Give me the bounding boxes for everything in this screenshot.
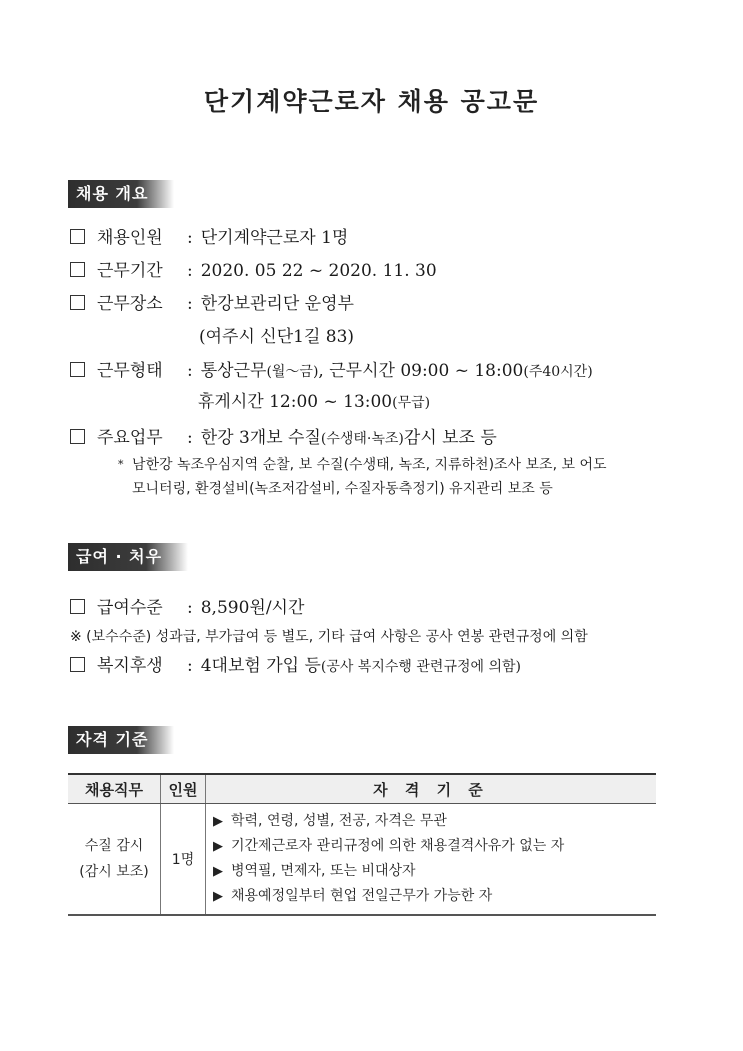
header-criteria: 자 격 기 준 [206, 774, 657, 804]
criteria-cell [206, 804, 657, 916]
duty-detail-line2: 모니터링, 환경설비(녹조저감설비, 수질자동측정기) 유지관리 보조 등 [132, 481, 553, 497]
section-header-overview: 채용 개요 [68, 180, 174, 208]
asterisk-icon: * [118, 458, 124, 471]
item-value: 2020. 05 22 ~ 2020. 11. 30 [200, 261, 437, 281]
list-item [213, 834, 655, 859]
duty-post: 감시 보조 등 [403, 428, 497, 448]
list-item [213, 859, 655, 884]
rest-time [198, 387, 430, 412]
item-salary: 급여수준 : 8,590원/시간 [70, 593, 304, 618]
criteria-text: 병역필, 면제자, 또는 비대상자 [231, 863, 416, 879]
item-label: 근무기간 [97, 261, 163, 281]
section-header-qualification: 자격 기준 [68, 726, 174, 754]
count-cell: 1명 [161, 804, 206, 916]
triangle-right-icon: ▶ [213, 889, 223, 904]
triangle-right-icon: ▶ [213, 839, 223, 854]
job-cell [68, 804, 161, 916]
pay-note: ※ (보수수준) 성과급, 부가급여 등 별도, 기타 급여 사항은 공사 연봉 관련규정에 의함 [70, 629, 588, 645]
item-label: 복지후생 [97, 656, 163, 676]
checkbox-icon [70, 599, 85, 614]
header-job: 채용직무 [68, 774, 161, 804]
work-hours-note: (주40시간) [523, 364, 593, 380]
triangle-right-icon: ▶ [213, 814, 223, 829]
triangle-right-icon: ▶ [213, 864, 223, 879]
table-row [68, 804, 656, 916]
checkbox-icon [70, 229, 85, 244]
place-address: (여주시 신단1길 83) [199, 327, 355, 347]
duty-detail-line1: 남한강 녹조우심지역 순찰, 보 수질(수생태, 녹조, 지류하천)조사 보조, 보 어도 [132, 457, 607, 473]
item-work-type: 근무형태 : 통상근무(월～금), 근무시간 09:00 ~ 18:00(주40시간) [70, 356, 593, 381]
page-title: 단기계약근로자 채용 공고문 [203, 87, 540, 116]
item-label: 주요업무 [97, 428, 163, 448]
checkbox-icon [70, 295, 85, 310]
work-type-days: (월～금) [266, 364, 319, 380]
criteria-text: 채용예정일부터 현업 전일근무가 가능한 자 [231, 888, 493, 904]
item-duty: 주요업무 : 한강 3개보 수질(수생태·녹조)감시 보조 등 [70, 423, 497, 448]
welfare-main: 4대보험 가입 등 [200, 656, 321, 676]
checkbox-icon [70, 362, 85, 377]
item-label: 근무형태 [97, 361, 163, 381]
item-label: 급여수준 [97, 598, 163, 618]
item-value: 단기계약근로자 1명 [200, 228, 349, 248]
criteria-list [207, 805, 655, 913]
work-hours: , 근무시간 09:00 ~ 18:00 [318, 361, 524, 381]
item-label: 근무장소 [97, 294, 163, 314]
item-label: 채용인원 [97, 228, 163, 248]
duty-main: 한강 3개보 수질 [200, 428, 321, 448]
item-headcount: 채용인원 : 단기계약근로자 1명 [70, 223, 348, 248]
job-line2: (감시 보조) [79, 864, 149, 880]
job-line1: 수질 감시 [84, 838, 144, 854]
item-period: 근무기간 : 2020. 05 22 ~ 2020. 11. 30 [70, 256, 437, 281]
checkbox-icon [70, 429, 85, 444]
qualification-table [68, 773, 656, 916]
item-value: 한강보관리단 운영부 [200, 294, 354, 314]
duty-paren: (수생태·녹조) [320, 431, 404, 447]
work-type-main: 통상근무 [200, 361, 267, 381]
item-value: 8,590원/시간 [200, 598, 305, 618]
checkbox-icon [70, 657, 85, 672]
criteria-text: 학력, 연령, 성별, 전공, 자격은 무관 [231, 813, 447, 829]
rest-time-main: 휴게시간 12:00 ~ 13:00 [198, 392, 393, 412]
criteria-text: 기간제근로자 관리규정에 의한 채용결격사유가 없는 자 [231, 838, 565, 854]
welfare-note: (공사 복지수행 관련규정에 의함) [320, 659, 521, 675]
table-header-row [68, 774, 656, 804]
checkbox-icon [70, 262, 85, 277]
item-place: 근무장소 : 한강보관리단 운영부 [70, 289, 354, 314]
list-item [213, 884, 655, 909]
list-item [213, 809, 655, 834]
item-welfare: 복지후생 : 4대보험 가입 등(공사 복지수행 관련규정에 의함) [70, 651, 521, 676]
section-header-pay: 급여 · 처우 [68, 543, 188, 571]
header-count: 인원 [161, 774, 206, 804]
rest-time-note: (무급) [392, 395, 431, 411]
